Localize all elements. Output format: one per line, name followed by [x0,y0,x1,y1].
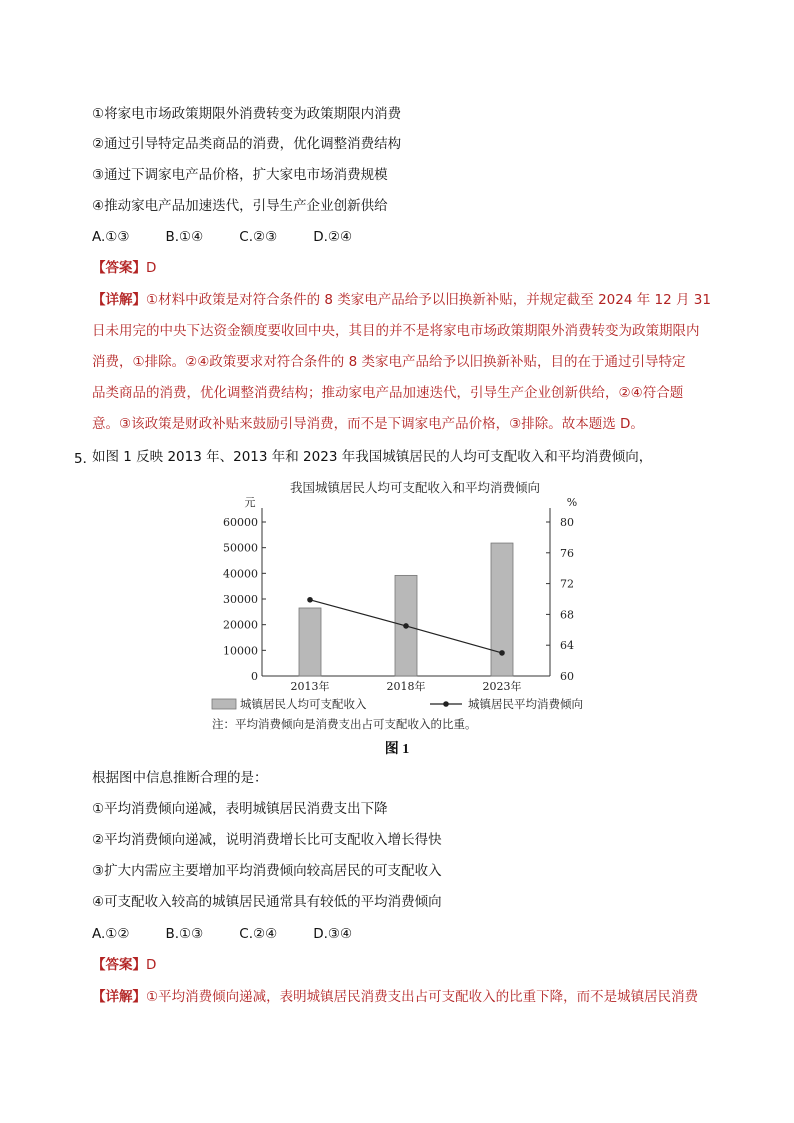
figure-label: 图 1 [384,742,410,757]
consumption-point [403,623,409,629]
q5-statement-2: ②平均消费倾向递减，说明消费增长比可支配收入增长得快 [92,832,442,848]
q5-prompt: 根据图中信息推断合理的是： [92,770,268,786]
q5-detail-text-1: ①平均消费倾向递减，表明城镇居民消费支出占可支配收入的比重下降，而不是城镇居民消费 [146,989,699,1005]
q5-answer-tag: 【答案】 [92,957,146,973]
chart-title: 我国城镇居民人均可支配收入和平均消费倾向 [289,480,541,495]
q5-answer-value: D [146,957,157,973]
left-tick-label: 30000 [223,593,258,606]
legend-line-label: 城镇居民平均消费倾向 [468,697,583,711]
right-tick-label: 64 [560,639,574,653]
q4-answer [92,258,156,278]
left-tick-label: 20000 [223,618,258,632]
q5-option-c: C.②④ [239,926,278,942]
chart-container [200,472,630,742]
income-bar [299,608,321,676]
q5-statement-1: ①平均消费倾向递减，表明城镇居民消费支出下降 [92,801,388,817]
q4-statement-4: ④推动家电产品加速迭代，引导生产企业创新供给 [92,198,388,214]
q5-options [92,924,388,944]
x-tick-label: 2013年 [290,680,330,693]
left-tick-label: 0 [251,670,258,683]
consumption-point [307,597,313,603]
income-bar [491,543,513,676]
q4-option-a: A.①③ [92,229,130,245]
chart-note: 注：平均消费倾向是消费支出占可支配收入的比重。 [212,717,477,731]
right-axis-unit: % [566,496,578,509]
right-tick-label: 72 [560,577,574,591]
q4-options [92,227,388,247]
right-tick-label: 60 [560,670,574,683]
legend-line-marker [443,701,449,707]
q4-option-d: D.②④ [313,229,353,245]
left-tick-label: 60000 [223,516,258,529]
q5-option-a: A.①② [92,926,130,942]
q4-answer-tag: 【答案】 [92,260,146,276]
q5-detail-tag: 【详解】 [92,989,146,1005]
q4-detail-line-1 [92,290,711,310]
q4-detail-line-5: 意。③该政策是财政补贴来鼓励引导消费，而不是下调家电产品价格，③排除。故本题选 D。 [92,416,644,432]
q5-option-b: B.①③ [165,926,204,942]
right-tick-label: 68 [560,608,574,622]
q5-option-d: D.③④ [313,926,353,942]
q4-answer-value: D [146,260,157,276]
left-tick-label: 40000 [223,567,258,581]
q4-detail-text-1: ①材料中政策是对符合条件的 8 类家电产品给予以旧换新补贴，并规定截至 2024 年 12 月 31 [146,292,711,308]
q5-detail-line-1 [92,987,698,1007]
income-consumption-chart [200,472,630,742]
q5-answer [92,955,156,975]
left-tick-label: 10000 [223,644,258,658]
q4-detail-tag: 【详解】 [92,292,146,308]
q5-stem: 如图 1 反映 2013 年、2013 年和 2023 年我国城镇居民的人均可支配收入和平均消费倾向， [92,449,653,465]
q5-number: 5． [74,451,97,467]
q4-statement-2: ②通过引导特定品类商品的消费，优化调整消费结构 [92,136,402,152]
q5-statement-4: ④可支配收入较高的城镇居民通常具有较低的平均消费倾向 [92,894,442,910]
legend-bar-swatch [212,699,236,709]
legend-bar-label: 城镇居民人均可支配收入 [240,697,367,711]
q4-statement-3: ③通过下调家电产品价格，扩大家电市场消费规模 [92,167,388,183]
right-tick-label: 76 [560,546,574,560]
q4-detail-line-2: 日未用完的中央下达资金额度要收回中央，其目的并不是将家电市场政策期限外消费转变为政策期限内 [92,323,700,339]
q5-statement-3: ③扩大内需应主要增加平均消费倾向较高居民的可支配收入 [92,863,442,879]
q4-option-b: B.①④ [165,229,204,245]
left-axis-unit: 元 [244,496,256,509]
consumption-point [499,650,505,656]
q4-detail-line-4: 品类商品的消费，优化调整消费结构；推动家电产品加速迭代，引导生产企业创新供给，②④符合题 [92,385,684,401]
q4-option-c: C.②③ [239,229,278,245]
left-tick-label: 50000 [223,541,258,555]
x-tick-label: 2018年 [386,680,426,693]
q4-detail-line-3: 消费，①排除。②④政策要求对符合条件的 8 类家电产品给予以旧换新补贴，目的在于通过引导特定 [92,354,686,370]
right-tick-label: 80 [560,516,574,529]
q4-statement-1: ①将家电市场政策期限外消费转变为政策期限内消费 [92,106,402,122]
x-tick-label: 2023年 [482,680,522,693]
